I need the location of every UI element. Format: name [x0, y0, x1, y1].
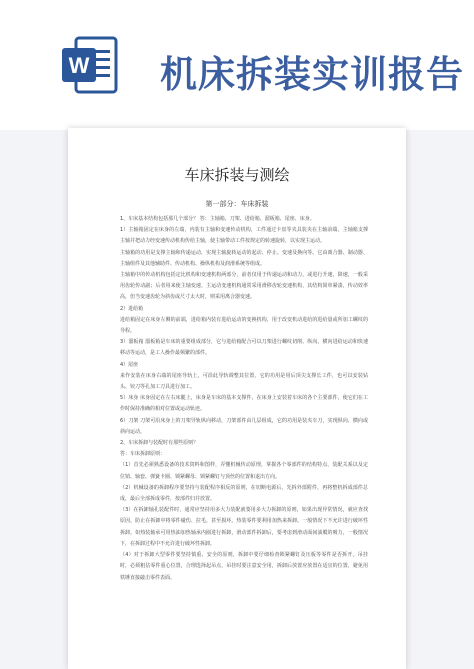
document-page: [68, 128, 406, 669]
document-title: 车床拆装与测绘: [184, 166, 290, 184]
section-title: 第一部分：车床拆装: [205, 200, 269, 208]
paragraph: 2）进给箱: [120, 305, 144, 312]
paragraph: （2）机械设备的拆卸程序要坚持与装配程序相反的原则，在切断电源后，先拆外部附件，再将整机拆成部件总成，最后全部拆成零件，按部件归并放置。: [120, 484, 368, 503]
paragraph: 1、车床基本结构包括那几个部分？ 答：主轴箱、刀架、进给箱、溜板箱、尾座、床身。: [120, 216, 315, 222]
paragraph: 1）主轴箱固定在床身的左端，内装有主轴和变速传动机构，工件通过卡盘等夹具装夹在主轴前端，主轴箱支撑主轴并把动力经变速传动机构传给主轴，使主轴带动工件按规定的转速旋转，以实现主运动。: [120, 227, 368, 245]
paragraph: 6）刀架 刀架可沿床身上的刀架导轨纵向移动，刀架部件由几层组成，它的功用是装夹车刀，实现纵向、横向或斜向运动。: [120, 417, 368, 435]
paragraph: 5）床身 床身固定在左右床腿上，床身是车床的基本支撑件，在床身上安装着车床的各个主要部件，使它们在工作时保持准确的相对位置或运动轨迹。: [120, 395, 368, 413]
paragraph: （4）对于拆卸大型零件要坚持慎重、安全的原则，拆卸中要仔细检查锁紧螺钉及压板等零件是否拆开。吊挂时，必须粗估零件重心位置，合理选择起吊点，吊挂时要注意安全用，拆卸后放置应放置在适宜的位置，避免用铁锤直接敲击零件表面。: [120, 552, 368, 581]
word-icon-letter: W: [68, 53, 90, 78]
document-banner: [0, 0, 474, 130]
paragraph: 主轴箱的功用是支撑主轴和传递运动，实现主轴旋转运动的起动、停止、变速及换向等。它由离合器、制动器、主轴组件及其他辅助件、传动机构、操纵机构及润滑系统等组成。: [120, 249, 368, 267]
paragraph: 主轴箱中的传动机构包括定比机构和变速机构两部分，前者仅用于传递运动和动力，或进行升速、降速，一般采用齿轮传动副；后者用来使主轴变速、主运动变速机构通常采用滑移齿轮变速机构，其结构简单紧凑，传动效率高，但当变速齿轮为斜齿或尺寸太大时，则采用离合器变速。: [120, 272, 368, 301]
paragraph: （1）首先必须熟悉设备的技术资料和图样，弄懂机械传动原理，掌握各个零部件的结构特点、装配关系以及定位销、轴套、弹簧卡圈、锁紧螺母、锁紧螺钉与顶丝的位置和退出方向。: [120, 462, 368, 480]
paragraph: （3）在拆卸轴孔装配件时，通常应坚持用多大力装配就要用多大力拆卸的原则，如果出现异常情况，就应查找原因，防止在拆卸中将零件碰伤、拉毛，甚至损坏。热装零件要利用加热来拆卸。一般情况下不允许进行破坏性拆卸，如热装轴承可用热油加热轴承内圈进行拆卸，滑动部件拆卸后，要考虑到滑动面间油膜的吸力，一般情况下，在拆卸过程中不允许进行破坏性拆卸。: [120, 507, 368, 547]
paragraph: 2、车床拆卸与装配时有那些原则？: [120, 440, 199, 447]
paragraph: 进给箱固定在床身左侧的前端，进给箱内装有进给运动的变换机构，用于改变机动进给的进给量或所加工螺纹的导程。: [120, 316, 368, 335]
document-body: [120, 214, 368, 584]
paragraph: 来作安装在床身右端的尾座导轨上，可沿此导轨调整其位置，它的功用是用后顶尖支撑长工件，也可以安装钻头、铰刀等孔加工刀具进行加工。: [120, 372, 368, 391]
paragraph: 4）尾座: [120, 361, 139, 368]
banner-title: 机床拆装实训报告: [160, 53, 464, 96]
paragraph: 3）溜板箱 溜板箱是车床的重要组成部分，它与进给箱配合可以刀架进行螺纹切削、纵向、横向进给运动和快速移动等运动，是工人操作最频繁的部件。: [120, 339, 368, 357]
word-document-icon: [62, 36, 118, 94]
paragraph: 答：车床拆卸原则：: [120, 451, 166, 458]
